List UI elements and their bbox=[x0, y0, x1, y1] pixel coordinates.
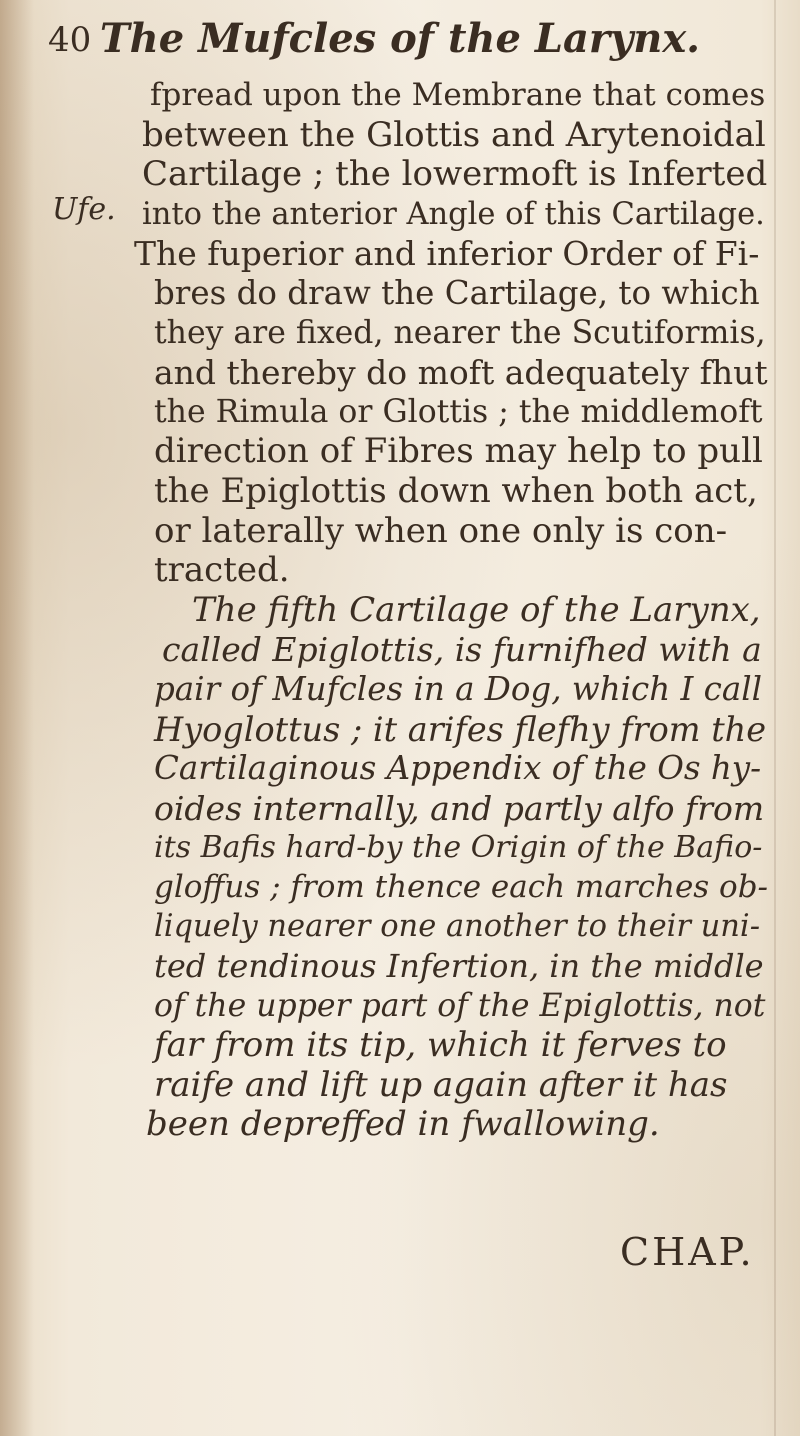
page-number: 40 bbox=[48, 20, 92, 60]
text-line: tracted. bbox=[154, 550, 290, 591]
text-line: bres do draw the Cartilage, to which bbox=[154, 273, 760, 312]
text-line: Cartilaginous Appendix of the Os hy- bbox=[154, 749, 762, 788]
text-line: far from its tip, which it ferves to bbox=[154, 1025, 727, 1066]
text-line: into the anterior Angle of this Cartilage. bbox=[142, 196, 765, 232]
text-line: ted tendinous Infertion, in the middle bbox=[154, 947, 764, 986]
text-line: The fuperior and inferior Order of Fi- bbox=[134, 234, 760, 274]
margin-note: Ufe. bbox=[52, 192, 116, 227]
text-line: The fifth Cartilage of the Larynx, bbox=[192, 589, 761, 630]
text-line: been depreffed in fwallowing. bbox=[146, 1104, 660, 1145]
catchword: CHAP. bbox=[620, 1230, 755, 1274]
text-line: oides internally, and partly alfo from bbox=[154, 788, 765, 828]
text-line: fpread upon the Membrane that comes bbox=[150, 77, 766, 113]
text-line: between the Glottis and Arytenoidal bbox=[142, 114, 766, 155]
page-edge bbox=[774, 0, 776, 1436]
text-line: gloffus ; from thence each marches ob- bbox=[154, 868, 769, 905]
text-line: Hyoglottus ; it arifes flefhy from the bbox=[154, 709, 767, 749]
running-head: The Mufcles of the Larynx. bbox=[99, 15, 701, 62]
text-line: called Epiglottis, is furnifhed with a bbox=[162, 630, 762, 670]
text-line: or laterally when one only is con- bbox=[154, 510, 728, 551]
text-line: pair of Mufcles in a Dog, which I call bbox=[154, 669, 763, 708]
text-line: of the upper part of the Epiglottis, not bbox=[154, 987, 766, 1024]
text-line: they are fixed, nearer the Scutiformis, bbox=[154, 314, 766, 351]
text-line: raife and lift up again after it has bbox=[154, 1064, 728, 1105]
gutter-shadow bbox=[0, 0, 34, 1436]
text-line: the Epiglottis down when both act, bbox=[154, 470, 758, 511]
text-line: its Bafis hard-by the Origin of the Bafio- bbox=[154, 830, 763, 866]
text-line: liquely nearer one another to their uni- bbox=[154, 909, 760, 945]
text-line: the Rimula or Glottis ; the middlemoft bbox=[154, 393, 763, 430]
text-line: Cartilage ; the lowermoft is Inferted bbox=[142, 154, 768, 195]
text-line: and thereby do moft adequately fhut bbox=[154, 353, 768, 393]
text-line: direction of Fibres may help to pull bbox=[154, 431, 763, 472]
body-text bbox=[128, 76, 768, 1145]
